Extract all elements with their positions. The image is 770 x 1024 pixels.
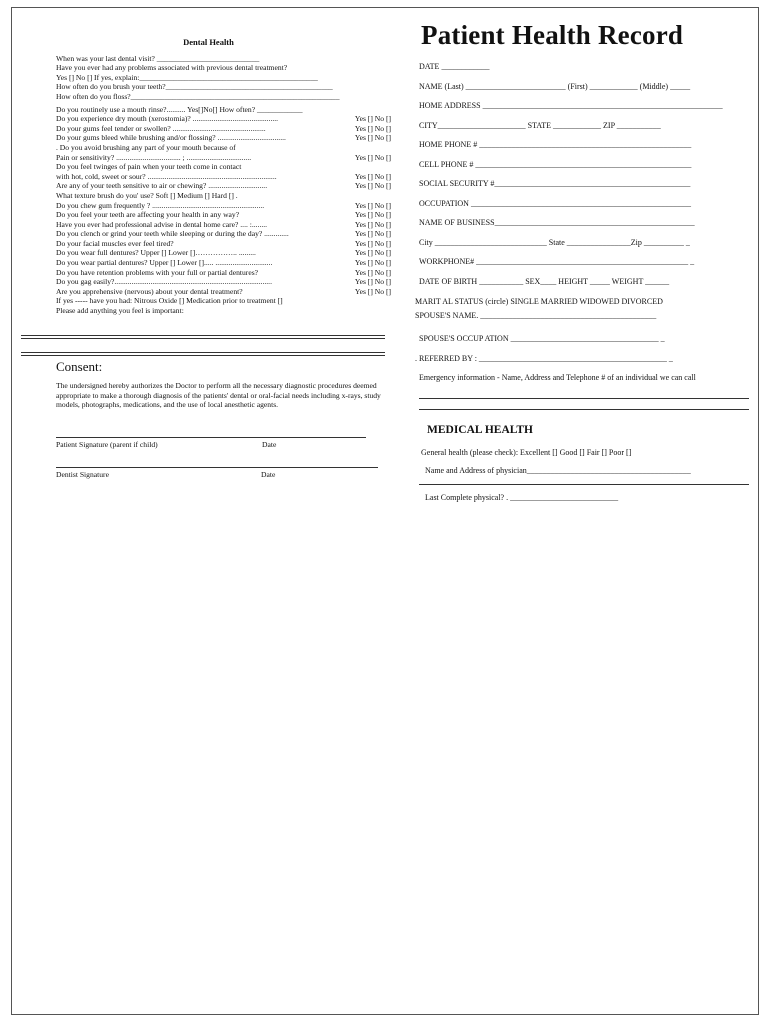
patient-field[interactable]: DATE OF BIRTH ___________ SEX____ HEIGHT _____ WEIGHT ______ <box>419 276 670 286</box>
dental-question <box>56 220 391 230</box>
yes-no-checkbox[interactable]: Yes [] No [] <box>354 210 391 220</box>
question-text: How often do you brush your teeth?____________________________________________ <box>56 82 333 92</box>
yes-no-checkbox[interactable]: Yes [] No [] <box>354 123 391 133</box>
yes-no-checkbox[interactable]: Yes [] No [] <box>354 133 391 143</box>
question-text: What texture brush do you' use? Soft [] Medium [] Hard [] . <box>56 190 238 200</box>
physician-field[interactable]: Name and Address of physician_________________________________________ <box>425 465 691 475</box>
question-text: . Do you avoid brushing any part of your mouth because of <box>56 142 236 152</box>
dental-question <box>56 210 391 220</box>
question-text: Do you chew gum frequently ? ........................................................... <box>56 200 265 210</box>
date-label: Date <box>262 440 277 449</box>
consent-heading: Consent: <box>56 359 103 374</box>
question-text: Do your gums feel tender or swollen? ................................................. <box>56 123 266 133</box>
dental-health-heading: Dental Health <box>183 37 234 47</box>
physician-line[interactable] <box>419 484 749 485</box>
question-text: Have you ever had any problems associated with previous dental treatment? <box>56 63 288 73</box>
question-text: Do you feel your teeth are affecting your health in any way? <box>56 210 240 220</box>
patient-field[interactable]: SPOUSE'S NAME. ____________________________________________ <box>415 311 657 320</box>
patient-field[interactable]: DATE ____________ <box>419 62 490 71</box>
patient-field[interactable]: HOME PHONE # _____________________________________________________ <box>419 140 692 149</box>
dental-question-list <box>56 54 391 316</box>
dental-question <box>56 248 391 258</box>
dental-question <box>56 105 391 115</box>
dental-question <box>56 258 391 268</box>
dental-health-section <box>56 38 391 316</box>
dentist-signature-label: Dentist Signature <box>56 470 109 479</box>
dental-question <box>56 287 391 297</box>
dental-question <box>56 306 391 316</box>
divider-line <box>21 355 385 356</box>
dental-question <box>56 191 391 201</box>
yes-no-checkbox[interactable]: Yes [] No [] <box>354 258 391 268</box>
divider-line <box>21 338 385 339</box>
question-text: Do your gums bleed while brushing and/or flossing? .................................... <box>56 133 286 143</box>
question-text: Pain or sensitivity? .................................. ; .................................. <box>56 152 252 162</box>
question-text: Have you ever had professional advise in dental home care? .... :........ <box>56 219 268 229</box>
dental-question <box>56 201 391 211</box>
patient-signature-line[interactable] <box>56 437 366 438</box>
dental-question <box>56 143 391 153</box>
yes-no-checkbox[interactable]: Yes [] No [] <box>354 248 391 258</box>
patient-field[interactable]: CITY______________________ STATE ____________ ZIP ___________ <box>419 120 661 130</box>
patient-field[interactable]: NAME (Last) _________________________ (First) ____________ (Middle) _____ <box>419 81 691 91</box>
question-text: with hot, cold, sweet or sour? .................................................................... <box>56 171 277 181</box>
patient-signature-label: Patient Signature (parent if child) <box>56 440 158 449</box>
question-text: Are you apprehensive (nervous) about your dental treatment? <box>56 286 243 296</box>
dentist-signature-line[interactable] <box>56 467 378 468</box>
dental-question <box>56 82 391 92</box>
divider-line <box>21 335 385 336</box>
emergency-line[interactable] <box>419 398 749 399</box>
consent-text: The undersigned hereby authorizes the Doctor to perform all the necessary diagnostic procedures deemed appropriate to make a thorough diagnosis of the patients' dental or oral-facial needs including x-rays, study models, photographs, medications, and the use of local anesthetic agents. <box>56 381 381 410</box>
question-text: Do you wear partial dentures? Upper [] Lower []..... .............................. <box>56 258 273 268</box>
dental-question <box>56 162 391 172</box>
dental-question <box>56 73 391 83</box>
page-title: Patient Health Record <box>421 20 684 50</box>
dental-question <box>56 63 391 73</box>
question-text: Are any of your teeth sensitive to air or chewing? ............................... <box>56 181 268 191</box>
dental-question <box>56 229 391 239</box>
general-health-check[interactable]: General health (please check): Excellent [] Good [] Fair [] Poor [] <box>421 447 632 457</box>
dental-question <box>56 296 391 306</box>
patient-field[interactable]: WORKPHONE# _____________________________________________________ _ <box>419 257 695 266</box>
dental-question <box>56 181 391 191</box>
patient-field[interactable]: CELL PHONE # ______________________________________________________ <box>419 159 692 169</box>
dental-question <box>56 172 391 182</box>
dental-question <box>56 277 391 287</box>
question-text: When was your last dental visit? ___________________________ <box>56 53 260 63</box>
patient-record-section <box>415 20 754 505</box>
yes-no-checkbox[interactable]: Yes [] No [] <box>354 152 391 162</box>
patient-field[interactable]: City ____________________________ State ________________Zip __________ _ <box>419 237 690 247</box>
patient-field-list <box>415 57 754 388</box>
patient-field[interactable]: SPOUSE'S OCCUP ATION _____________________________________ _ <box>419 334 665 343</box>
yes-no-checkbox[interactable]: Yes [] No [] <box>354 229 391 239</box>
emergency-line[interactable] <box>419 409 749 410</box>
patient-field[interactable]: MARIT AL STATUS (circle) SINGLE MARRIED WIDOWED DIVORCED <box>415 297 663 306</box>
question-text: Do you wear full dentures? Upper [] Lower []…………….. ......... <box>56 248 256 258</box>
patient-field[interactable]: SOCIAL SECURITY #_________________________________________________ <box>419 179 691 188</box>
yes-no-checkbox[interactable]: Yes [] No [] <box>354 181 391 191</box>
dental-question <box>56 153 391 163</box>
yes-no-checkbox[interactable]: Yes [] No [] <box>354 219 391 229</box>
question-text: If yes ----- have you had: Nitrous Oxide [] Medication prior to treatment [] <box>56 296 283 306</box>
question-text: Do you have retention problems with your full or partial dentures? <box>56 267 259 277</box>
divider-line <box>21 352 385 353</box>
yes-no-checkbox[interactable]: Yes [] No [] <box>354 238 391 248</box>
date-label: Date <box>261 470 276 479</box>
yes-no-checkbox[interactable]: Yes [] No [] <box>354 277 391 287</box>
patient-field[interactable]: Emergency information - Name, Address and Telephone # of an individual we can call <box>419 373 696 382</box>
question-text: Yes [] No [] If yes, explain:_______________________________________________ <box>56 72 318 82</box>
question-text: Do you gag easily?................................................................................... <box>56 277 272 287</box>
patient-field[interactable]: OCCUPATION _______________________________________________________ <box>419 198 691 208</box>
yes-no-checkbox[interactable]: Yes [] No [] <box>354 267 391 277</box>
dental-question <box>56 92 391 102</box>
patient-field[interactable]: HOME ADDRESS ____________________________________________________________ <box>419 101 723 110</box>
patient-field[interactable]: NAME OF BUSINESS__________________________________________________ <box>419 218 695 227</box>
yes-no-checkbox[interactable]: Yes [] No [] <box>354 114 391 124</box>
yes-no-checkbox[interactable]: Yes [] No [] <box>354 286 391 296</box>
question-text: Do you routinely use a mouth rinse?.......... Yes[]No[] How often? ____________ <box>56 104 303 114</box>
question-text: Please add anything you feel is important: <box>56 306 184 316</box>
question-text: Do your facial muscles ever feel tired? <box>56 238 174 248</box>
dental-question <box>56 133 391 143</box>
dental-question <box>56 114 391 124</box>
patient-field[interactable]: . REFERRED BY : _______________________________________________ _ <box>415 353 673 363</box>
question-text: Do you experience dry mouth (xerostomia)? ............................................. <box>56 114 279 124</box>
medical-health-heading: MEDICAL HEALTH <box>427 423 533 436</box>
question-text: How often do you floss?_______________________________________________________ <box>56 91 340 101</box>
yes-no-checkbox[interactable]: Yes [] No [] <box>354 171 391 181</box>
dental-question <box>56 54 391 64</box>
dental-question <box>56 124 391 134</box>
yes-no-checkbox[interactable]: Yes [] No [] <box>354 200 391 210</box>
question-text: Do you clench or grind your teeth while sleeping or during the day? ............. <box>56 229 289 239</box>
dental-question <box>56 239 391 249</box>
question-text: Do you feel twinges of pain when your teeth come in contact <box>56 162 242 172</box>
dental-question <box>56 268 391 278</box>
last-physical-field[interactable]: Last Complete physical? . ___________________________ <box>425 492 619 502</box>
